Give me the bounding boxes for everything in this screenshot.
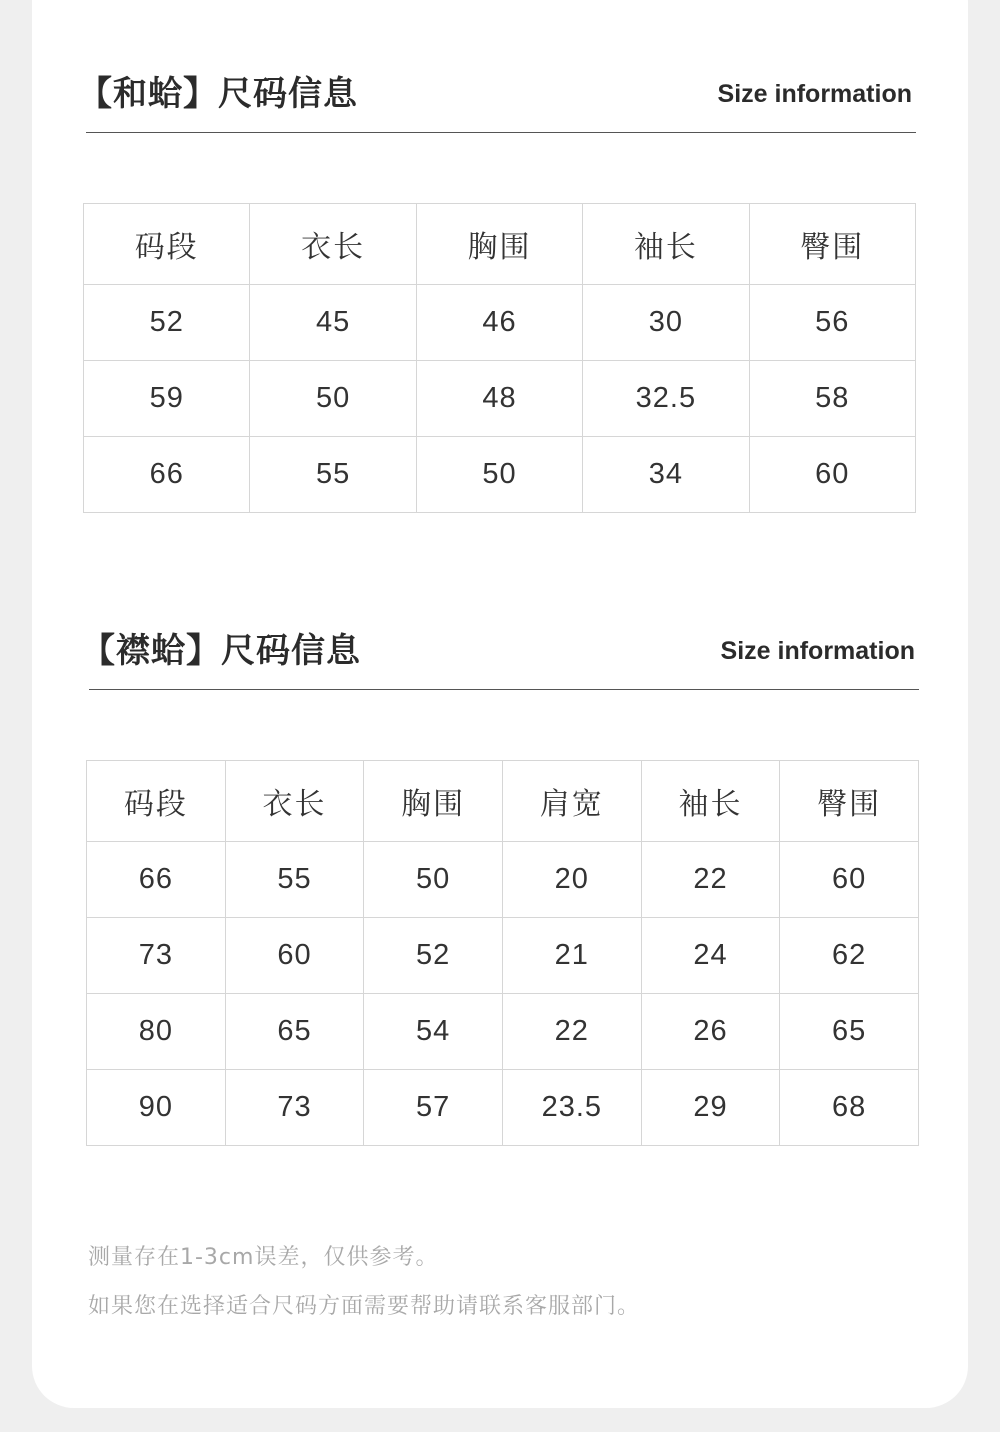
section-divider-1 xyxy=(86,132,916,133)
table-cell: 73 xyxy=(87,918,226,994)
table-cell: 22 xyxy=(502,994,641,1070)
table-header-row xyxy=(87,761,919,842)
table-cell: 60 xyxy=(749,437,915,513)
column-header: 袖长 xyxy=(641,761,780,842)
table-cell: 21 xyxy=(502,918,641,994)
table-cell: 32.5 xyxy=(583,361,749,437)
table-row xyxy=(84,285,916,361)
table-cell: 66 xyxy=(84,437,250,513)
table-cell: 29 xyxy=(641,1070,780,1146)
section-title-1: 【和蛤】尺码信息 xyxy=(78,74,358,114)
table-cell: 59 xyxy=(84,361,250,437)
table-cell: 54 xyxy=(364,994,503,1070)
section-title-2: 【襟蛤】尺码信息 xyxy=(81,631,361,671)
table-row xyxy=(87,842,919,918)
table-header-row xyxy=(84,204,916,285)
section-subtitle-2: Size information xyxy=(720,637,915,665)
column-header: 臀围 xyxy=(749,204,915,285)
column-header: 胸围 xyxy=(416,204,582,285)
table-cell: 22 xyxy=(641,842,780,918)
column-header: 衣长 xyxy=(250,204,416,285)
table-cell: 56 xyxy=(749,285,915,361)
table-cell: 26 xyxy=(641,994,780,1070)
column-header: 衣长 xyxy=(225,761,364,842)
table-cell: 60 xyxy=(225,918,364,994)
table-row xyxy=(87,994,919,1070)
column-header: 肩宽 xyxy=(502,761,641,842)
table-cell: 50 xyxy=(364,842,503,918)
table-cell: 46 xyxy=(416,285,582,361)
table-cell: 55 xyxy=(250,437,416,513)
table-cell: 80 xyxy=(87,994,226,1070)
table-cell: 65 xyxy=(780,994,919,1070)
table-cell: 50 xyxy=(416,437,582,513)
table-cell: 23.5 xyxy=(502,1070,641,1146)
customer-service-note: 如果您在选择适合尺码方面需要帮助请联系客服部门。 xyxy=(88,1294,641,1319)
table-cell: 52 xyxy=(364,918,503,994)
table-row xyxy=(84,437,916,513)
measurement-error-note: 测量存在1-3cm误差，仅供参考。 xyxy=(88,1245,439,1270)
table-cell: 30 xyxy=(583,285,749,361)
table-cell: 34 xyxy=(583,437,749,513)
table-row xyxy=(87,918,919,994)
table-cell: 90 xyxy=(87,1070,226,1146)
table-cell: 57 xyxy=(364,1070,503,1146)
table-cell: 45 xyxy=(250,285,416,361)
section-subtitle-1: Size information xyxy=(717,80,912,108)
column-header: 码段 xyxy=(84,204,250,285)
table-cell: 66 xyxy=(87,842,226,918)
table-cell: 73 xyxy=(225,1070,364,1146)
table-cell: 24 xyxy=(641,918,780,994)
table-cell: 58 xyxy=(749,361,915,437)
table-cell: 20 xyxy=(502,842,641,918)
table-row xyxy=(84,361,916,437)
table-cell: 65 xyxy=(225,994,364,1070)
table-cell: 55 xyxy=(225,842,364,918)
column-header: 袖长 xyxy=(583,204,749,285)
table-row xyxy=(87,1070,919,1146)
column-header: 臀围 xyxy=(780,761,919,842)
table-cell: 68 xyxy=(780,1070,919,1146)
table-cell: 52 xyxy=(84,285,250,361)
table-cell: 50 xyxy=(250,361,416,437)
table-cell: 60 xyxy=(780,842,919,918)
column-header: 胸围 xyxy=(364,761,503,842)
table-cell: 62 xyxy=(780,918,919,994)
size-table-1 xyxy=(83,203,916,513)
section-divider-2 xyxy=(89,689,919,690)
table-cell: 48 xyxy=(416,361,582,437)
column-header: 码段 xyxy=(87,761,226,842)
size-table-2 xyxy=(86,760,919,1146)
